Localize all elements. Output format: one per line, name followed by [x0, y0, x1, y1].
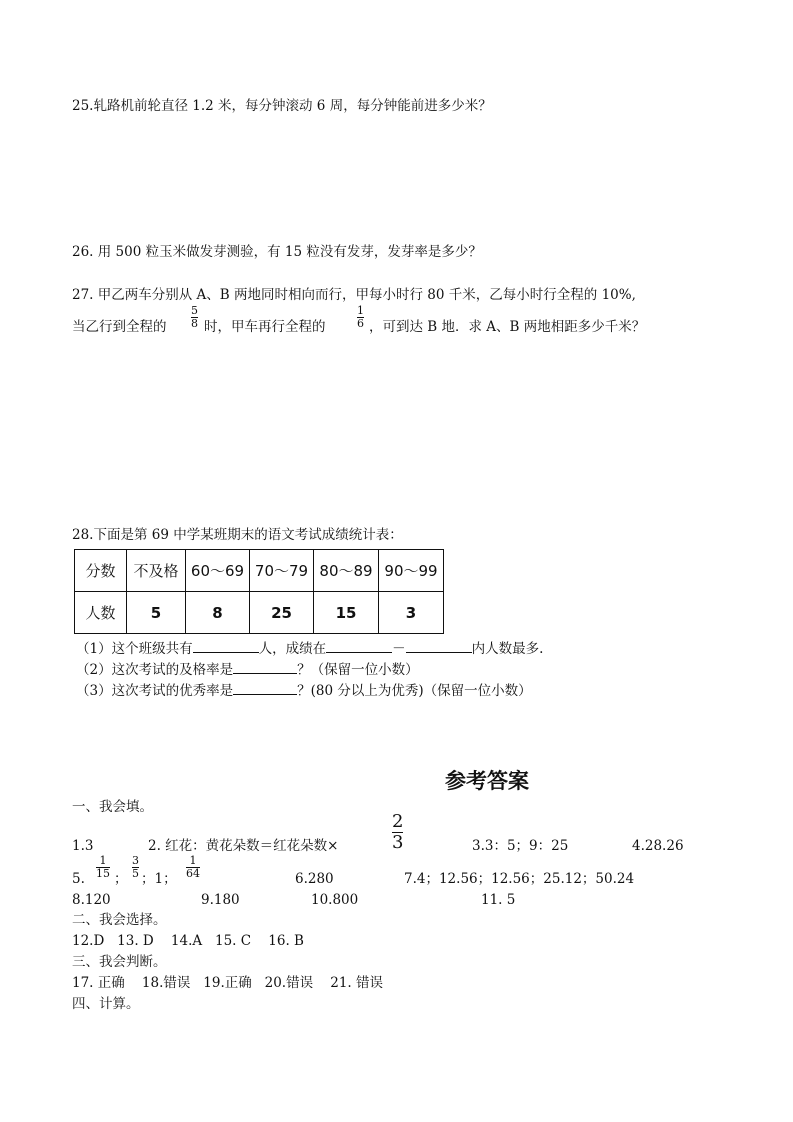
- fraction-3-5: [132, 855, 139, 880]
- answer-5-sep: ；: [114, 871, 128, 887]
- fraction-numerator: 5: [191, 304, 198, 317]
- fraction-denominator: 64: [186, 867, 200, 880]
- table-header-cell: 60～69: [186, 550, 250, 592]
- answer-blank[interactable]: [233, 682, 297, 695]
- question-27-line2b: 时，甲车再行全程的: [204, 319, 326, 335]
- answer-4: 4.28.26: [632, 838, 684, 854]
- fraction-denominator: 6: [357, 317, 364, 330]
- answer-blank[interactable]: [326, 640, 392, 653]
- answer-blank[interactable]: [406, 640, 472, 653]
- fraction-numerator: 1: [357, 304, 364, 317]
- part1-text-b: 人，成绩在: [258, 641, 327, 657]
- part2-text-a: （2）这次考试的及格率是: [76, 662, 234, 678]
- fraction-denominator: 3: [392, 832, 404, 853]
- part3-text-b: ？(80 分以上为优秀)（保留一位小数）: [297, 683, 532, 699]
- question-28-part1: [76, 640, 543, 657]
- table-row: [75, 592, 444, 634]
- section-4-heading: 四、计算。: [72, 996, 140, 1012]
- question-25: 25.轧路机前轮直径 1.2 米，每分钟滚动 6 周，每分钟能前进多少米？: [72, 98, 492, 114]
- table-cell: 8: [186, 592, 250, 634]
- answer-9: 9.180: [201, 892, 240, 908]
- part1-text-d: 内人数最多.: [471, 641, 544, 657]
- answer-blank[interactable]: [233, 661, 297, 674]
- fraction-1-6: [357, 305, 364, 330]
- answer-7: 7.4；12.56；12.56；25.12；50.24: [404, 871, 635, 887]
- fraction-denominator: 5: [132, 867, 139, 880]
- table-cell-label: 人数: [75, 592, 127, 634]
- fraction-1-15: [96, 855, 110, 880]
- fraction-5-8: [191, 305, 198, 330]
- table-header-cell: 不及格: [127, 550, 186, 592]
- fraction-numerator: 1: [99, 854, 107, 867]
- table-header-cell: 90～99: [379, 550, 444, 592]
- section-3-heading: 三、我会判断。: [72, 954, 167, 970]
- question-28-intro: 28.下面是第 69 中学某班期末的语文考试成绩统计表：: [72, 527, 403, 543]
- answer-5-mid: ；1；: [141, 871, 177, 887]
- question-27-line2c: ，可到达 B 地．求 A、B 两地相距多少千米？: [369, 319, 646, 335]
- table-cell: 15: [314, 592, 379, 634]
- part2-text-b: ？（保留一位小数）: [297, 662, 419, 678]
- answer-2: 2. 红花：黄花朵数＝红花朵数×: [148, 838, 339, 854]
- answers-17-21: 17. 正确 18.错误 19.正确 20.错误 21. 错误: [72, 975, 384, 991]
- question-27-line1: 27. 甲乙两车分别从 A、B 两地同时相向而行，甲每小时行 80 千米，乙每小时行全程的 10%,: [72, 287, 636, 303]
- answer-blank[interactable]: [193, 640, 259, 653]
- table-header-cell: 70～79: [250, 550, 314, 592]
- question-26: 26. 用 500 粒玉米做发芽测验，有 15 粒没有发芽，发芽率是多少？: [72, 244, 482, 260]
- table-header-cell: 80～89: [314, 550, 379, 592]
- answer-8: 8.120: [72, 892, 111, 908]
- fraction-numerator: 1: [189, 854, 197, 867]
- answer-5-prefix: 5.: [72, 871, 85, 887]
- fraction-2-3: [392, 812, 403, 853]
- fraction-numerator: 2: [392, 811, 404, 832]
- part1-text-a: （1）这个班级共有: [76, 641, 193, 657]
- part1-text-c: －: [392, 641, 406, 657]
- section-1-heading: 一、我会填。: [72, 799, 153, 815]
- answer-10: 10.800: [311, 892, 359, 908]
- table-cell: 5: [127, 592, 186, 634]
- section-2-heading: 二、我会选择。: [72, 912, 167, 928]
- part3-text-a: （3）这次考试的优秀率是: [76, 683, 234, 699]
- fraction-denominator: 15: [96, 867, 110, 880]
- question-27-line2a: 当乙行到全程的: [72, 319, 167, 335]
- answer-1: 1.3: [72, 838, 94, 854]
- fraction-denominator: 8: [191, 317, 198, 330]
- fraction-1-64: [186, 855, 200, 880]
- score-table: [74, 549, 444, 634]
- table-cell: 25: [250, 592, 314, 634]
- answers-title: 参考答案: [445, 768, 529, 793]
- question-28-part2: [76, 661, 419, 678]
- table-cell: 3: [379, 592, 444, 634]
- answer-6: 6.280: [295, 871, 334, 887]
- answer-11: 11. 5: [481, 892, 516, 908]
- answers-12-16: 12.D 13. D 14.A 15. C 16. B: [72, 933, 304, 949]
- answer-3: 3.3：5；9：25: [472, 838, 569, 854]
- table-header-row: [75, 550, 444, 592]
- fraction-numerator: 3: [132, 854, 139, 867]
- question-28-part3: [76, 682, 532, 699]
- table-header-cell: 分数: [75, 550, 127, 592]
